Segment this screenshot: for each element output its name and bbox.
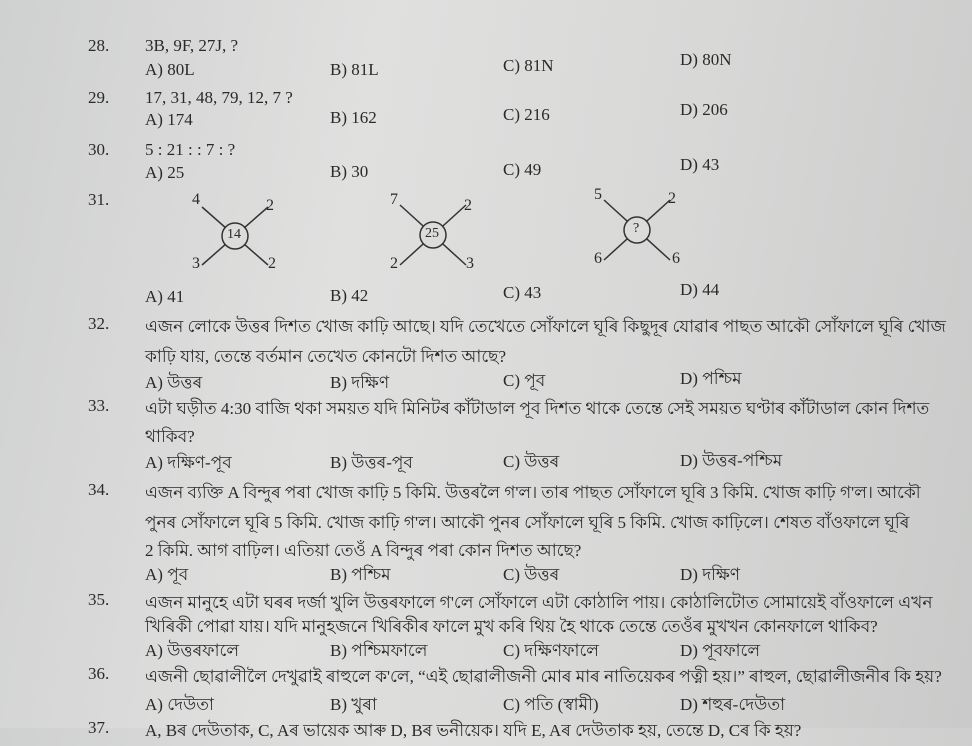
- option-a: A) 25: [145, 163, 185, 182]
- option-a: A) 41: [145, 287, 185, 306]
- question-number: 31.: [88, 190, 110, 209]
- option-c: C) 81N: [503, 56, 554, 75]
- option-a: A) দেউতা: [145, 695, 214, 714]
- option-d: D) পূবফালে: [680, 641, 761, 660]
- question-number: 37.: [88, 718, 110, 737]
- question-text-line: 2 কিমি. আগ বাঢ়িল। এতিয়া তেওঁ A বিন্দুৰ পৰা কোন দিশত আছে?: [145, 541, 582, 560]
- option-d: D) 206: [680, 100, 728, 119]
- figure-top-right: 2: [668, 190, 676, 207]
- option-d: D) উত্তৰ-পশ্চিম: [680, 451, 783, 470]
- figure-center: ?: [633, 221, 640, 236]
- option-c: C) উত্তৰ: [503, 452, 560, 471]
- option-a: A) 80L: [145, 60, 195, 79]
- question-text-line: থাকিব?: [145, 427, 195, 446]
- question-number: 34.: [88, 480, 110, 499]
- option-b: B) 30: [330, 162, 369, 181]
- option-b: B) 81L: [330, 60, 379, 79]
- question-text-line: এজন মানুহে এটা ঘৰৰ দৰ্জা খুলি উত্তৰফালে গ'লে সোঁফালে এটা কোঠালি পায়। কোঠালিটোত সোমায়েই বাঁওফালে এখন: [145, 593, 933, 612]
- question-text-line: খিৰিকী পোৱা যায়। যদি মানুহজনে খিৰিকীৰ ফালে মুখ কৰি থিয় হৈ থাকে তেন্তে তেওঁৰ মুখখন কোনফালে থাকিব?: [145, 617, 878, 636]
- figure-bottom-left: 6: [594, 250, 602, 267]
- option-b: B) খুৰা: [330, 695, 377, 714]
- figure-top-right: 2: [266, 197, 274, 214]
- figure-bottom-left: 3: [192, 255, 200, 272]
- figure-top-left: 7: [390, 191, 398, 208]
- option-b: B) উত্তৰ-পূব: [330, 453, 413, 472]
- option-c: C) পূব: [503, 371, 546, 390]
- option-b: B) 42: [330, 286, 369, 305]
- option-d: D) দক্ষিণ: [680, 565, 741, 584]
- option-d: D) 44: [680, 280, 720, 299]
- number-figure-2: [388, 191, 478, 280]
- figure-bottom-right: 2: [268, 255, 276, 272]
- option-c: C) উত্তৰ: [503, 565, 560, 584]
- figure-bottom-right: 6: [672, 250, 680, 267]
- question-text-line: A, Bৰ দেউতাক, C, Aৰ ভায়েক আৰু D, Bৰ ভনীয়েক। যদি E, Aৰ দেউতাক হয়, তেন্তে D, Cৰ কি হয়?: [145, 721, 802, 740]
- number-figure-3: [592, 186, 682, 275]
- number-figure-1: [190, 191, 280, 280]
- question-number: 35.: [88, 590, 110, 609]
- question-number: 28.: [88, 36, 110, 55]
- option-d: D) 43: [680, 155, 720, 174]
- figure-top-right: 2: [464, 197, 472, 214]
- question-text: 5 : 21 : : 7 : ?: [145, 140, 236, 159]
- option-d: D) শহুৰ-দেউতা: [680, 695, 786, 714]
- option-d: D) পশ্চিম: [680, 369, 742, 388]
- question-text-line: কাঢ়ি যায়, তেন্তে বৰ্তমান তেখেত কোনটো দিশত আছে?: [145, 347, 507, 366]
- option-b: B) দক্ষিণ: [330, 373, 390, 392]
- question-text-line: এজন লোকে উত্তৰ দিশত খোজ কাঢ়ি আছে। যদি তেখেতে সোঁফালে ঘূৰি কিছুদূৰ যোৱাৰ পাছত আকৌ সোঁফালে ঘূৰি খোজ: [145, 317, 946, 336]
- option-b: B) পশ্চিম: [330, 565, 391, 584]
- option-d: D) 80N: [680, 50, 732, 69]
- question-number: 33.: [88, 396, 110, 415]
- option-a: A) উত্তৰ: [145, 373, 203, 392]
- question-number: 32.: [88, 314, 110, 333]
- figure-top-left: 4: [192, 191, 200, 208]
- figure-center: 25: [425, 226, 439, 241]
- option-a: A) উত্তৰফালে: [145, 641, 240, 660]
- question-text-line: এজনী ছোৱালীলৈ দেখুৱাই ৰাহুলে ক'লে, “এই ছোৱালীজনী মোৰ মাৰ নাতিয়েকৰ পত্নী হয়।” ৰাহুল, ছোৱালীজনীৰ কি হয়?: [145, 667, 942, 686]
- question-text: 3B, 9F, 27J, ?: [145, 36, 239, 55]
- question-number: 30.: [88, 140, 110, 159]
- option-c: C) 43: [503, 283, 542, 302]
- option-c: C) 49: [503, 160, 542, 179]
- figure-center: 14: [227, 227, 241, 242]
- option-c: C) দক্ষিণফালে: [503, 641, 599, 660]
- option-a: A) 174: [145, 110, 193, 129]
- question-number: 36.: [88, 664, 110, 683]
- figure-bottom-left: 2: [390, 255, 398, 272]
- option-a: A) পূব: [145, 565, 189, 584]
- question-text-line: পুনৰ সোঁফালে ঘূৰি 5 কিমি. খোজ কাঢ়ি গ'ল। আকৌ পুনৰ সোঁফালে ঘূৰি 5 কিমি. খোজ কাঢ়িলে। শেষত বাঁওফালে ঘূৰি: [145, 513, 910, 532]
- figure-bottom-right: 3: [466, 255, 474, 272]
- option-c: C) 216: [503, 105, 550, 124]
- question-text: 17, 31, 48, 79, 12, 7 ?: [145, 88, 293, 107]
- option-c: C) পতি (স্বামী): [503, 695, 599, 714]
- option-b: B) পশ্চিমফালে: [330, 641, 428, 660]
- option-a: A) দক্ষিণ-পূব: [145, 453, 232, 472]
- question-text-line: এটা ঘড়ীত 4:30 বাজি থকা সময়ত যদি মিনিটৰ কাঁটাডাল পূব দিশত থাকে তেন্তে সেই সময়ত ঘণ্টাৰ কাঁটাডাল কোন দিশত: [145, 399, 930, 418]
- question-number: 29.: [88, 88, 110, 107]
- option-b: B) 162: [330, 108, 377, 127]
- figure-top-left: 5: [594, 186, 602, 203]
- question-text-line: এজন ব্যক্তি A বিন্দুৰ পৰা খোজ কাঢ়ি 5 কিমি. উত্তৰলৈ গ'ল। তাৰ পাছত সোঁফালে ঘূৰি 3 কিমি. খোজ কাঢ়ি গ'ল। আকৌ: [145, 483, 921, 502]
